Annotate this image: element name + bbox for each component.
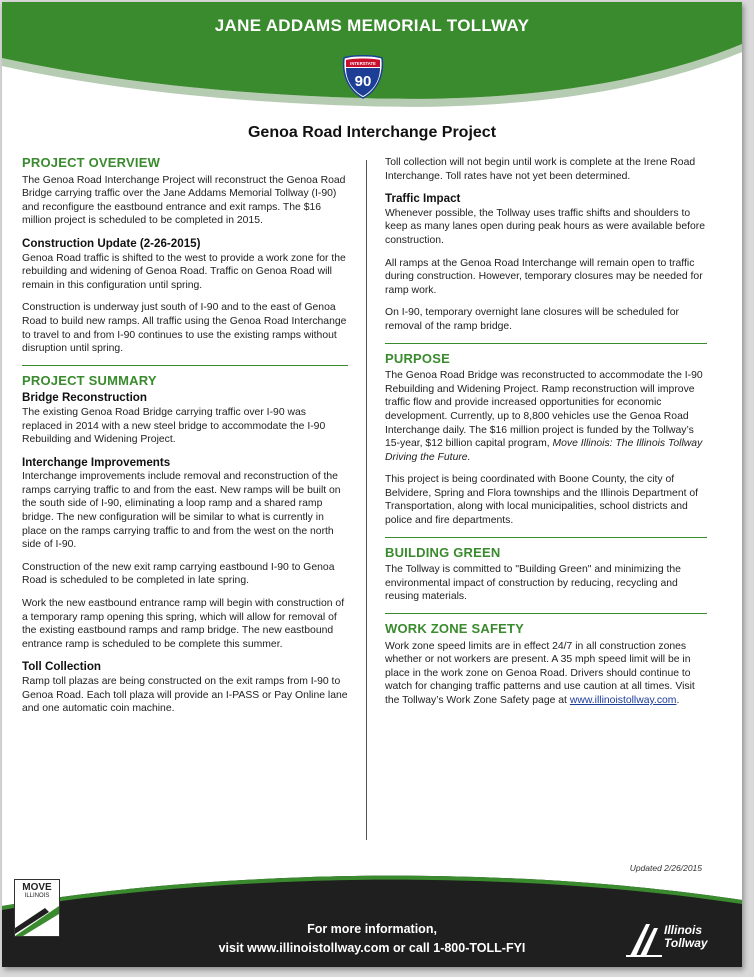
illinois-tollway-logo [624,920,720,962]
paragraph-purpose-1 [385,369,707,464]
section-heading-building-green: BUILDING GREEN [385,544,501,560]
shield-label: INTERSTATE [350,61,376,66]
footer-line-2: visit www.illinoistollway.com or call 1-800-TOLL-FYI [218,941,526,955]
paragraph-update-1: Genoa Road traffic is shifted to the west to provide a work zone for the rebuilding and widening of Genoa Road. Traffic on Genoa Road will remain in this configuration until spring. [22,252,346,291]
tollway-logo-text [664,924,708,950]
document-page [2,2,742,967]
subheading-interchange-improvements: Interchange Improvements [22,455,171,469]
tollway-logo-line-1: Illinois [664,923,703,937]
paragraph-traffic-2: All ramps at the Genoa Road Interchange will remain open to traffic during construction. However, temporary closures may be needed for ramp work. [385,257,703,296]
tollway-logo-line-2: Tollway [664,936,708,950]
section-heading-purpose: PURPOSE [385,350,450,366]
column-divider [366,160,367,840]
paragraph-traffic-3: On I-90, temporary overnight lane closures will be scheduled for removal of the ramp bridge. [385,307,679,332]
paragraph-green: The Tollway is committed to "Building Green" and minimizing the environmental impact of construction by reducing, recycling and reusing materials. [385,564,681,603]
header-title: JANE ADDAMS MEMORIAL TOLLWAY [214,16,530,35]
section-heading-work-zone-safety: WORK ZONE SAFETY [385,621,524,637]
page-title: Genoa Road Interchange Project [247,124,497,141]
paragraph-bridge: The existing Genoa Road Bridge carrying traffic over I-90 was replaced in 2014 with a new steel bridge to accommodate the I-90 Rebuilding and Widening Project. [22,406,326,446]
updated-date: Updated 2/26/2015 [629,863,702,873]
section-divider [22,365,348,366]
left-column [22,156,348,725]
subheading-toll-collection: Toll Collection [22,660,102,674]
paragraph-toll-continued: Toll collection will not begin until work is complete at the Irene Road Interchange. Toll rates have not yet been determined. [385,157,696,182]
paragraph-overview: The Genoa Road Interchange Project will reconstruct the Genoa Road Bridge carrying traffic over the Jane Addams Memorial Tollway (I-90) and reconfigure the eastbound entrance and exit ramps. The $16 million project is scheduled to be completed in 2015. [22,174,346,227]
subheading-construction-update: Construction Update (2-26-2015) [22,236,201,250]
section-divider [385,613,707,614]
paragraph-interchange-1: Interchange improvements include removal and reconstruction of the ramps carrying traffic to and from the east. New ramps will be built on the south side of I-90, eliminating a loop ramp and a shared ramp bridge. The new configuration will be similar to what is currently in place on the ramps carrying traffic to and from the west on the north side of I-90. [22,471,341,551]
tollway-emblem-icon [624,920,664,960]
subheading-traffic-impact: Traffic Impact [385,192,461,206]
section-heading-project-overview: PROJECT OVERVIEW [22,155,161,170]
section-divider [385,537,707,538]
paragraph-update-2: Construction is underway just south of I-90 and to the east of Genoa Road to build new ramps. All traffic using the Genoa Road Interchange to travel to and from I-90 continues to use the existing ramps without disruption until spring. [22,302,347,355]
paragraph-purpose-2: This project is being coordinated with Boone County, the city of Belvidere, Spring and Flora townships and the Illinois Department of Transportation, along with local municipalities, school districts and police and fire departments. [385,474,699,527]
paragraph-traffic-1: Whenever possible, the Tollway uses traffic shifts and shoulders to keep as many lanes open during peak hours as were available before construction. [385,207,706,246]
subheading-bridge-reconstruction: Bridge Reconstruction [22,391,147,405]
section-divider [385,343,707,344]
footer-line-1: For more information, [307,922,437,936]
safety-end: . [676,695,680,706]
interstate-90-shield-icon [340,54,386,100]
shield-number: 90 [354,73,372,90]
move-logo-word: MOVE [22,882,52,893]
move-logo-sub: ILLINOIS [24,893,50,899]
section-heading-project-summary: PROJECT SUMMARY [22,372,157,388]
right-column [385,156,707,717]
paragraph-safety [385,640,707,708]
safety-text: Work zone speed limits are in effect 24/7 in all construction zones whether or not workers are present. A 35 mph speed limit will be in place in the work zone on Genoa Road. Drivers should continue to watch for changing traffic patterns and use caution at all times. Visit the Tollway’s Work Zone Safety page at [385,640,695,706]
paragraph-toll: Ramp toll plazas are being constructed on the exit ramps from I-90 to Genoa Road. Each toll plaza will provide an I-PASS or Pay Online lane and one automatic coin machine. [22,676,348,715]
tollway-website-link[interactable]: www.illinoistollway.com [569,695,677,706]
purpose-text: The Genoa Road Bridge was reconstructed to accommodate the I-90 Rebuilding and Widening Project. Ramp reconstruction will improve traffic flow and provide increased opportunities for economic development. Currently, up to 8,800 vehicles use the Genoa Road Interchange daily. The $16 million project is funded by the Tollway’s 15-year, $12 billion capital program, [385,370,703,450]
paragraph-interchange-2: Construction of the new exit ramp carrying eastbound I-90 to Genoa Road is scheduled to be completed in late spring. [22,561,335,587]
program-name: Move Illinois: The Illinois Tollway Driving the Future. [385,438,703,463]
paragraph-interchange-3: Work the new eastbound entrance ramp will begin with construction of a temporary ramp opening this spring, which will allow for removal of the existing eastbound ramps and ramp bridge. The new eastbound entrance ramp is scheduled to be complete this summer. [22,598,345,650]
